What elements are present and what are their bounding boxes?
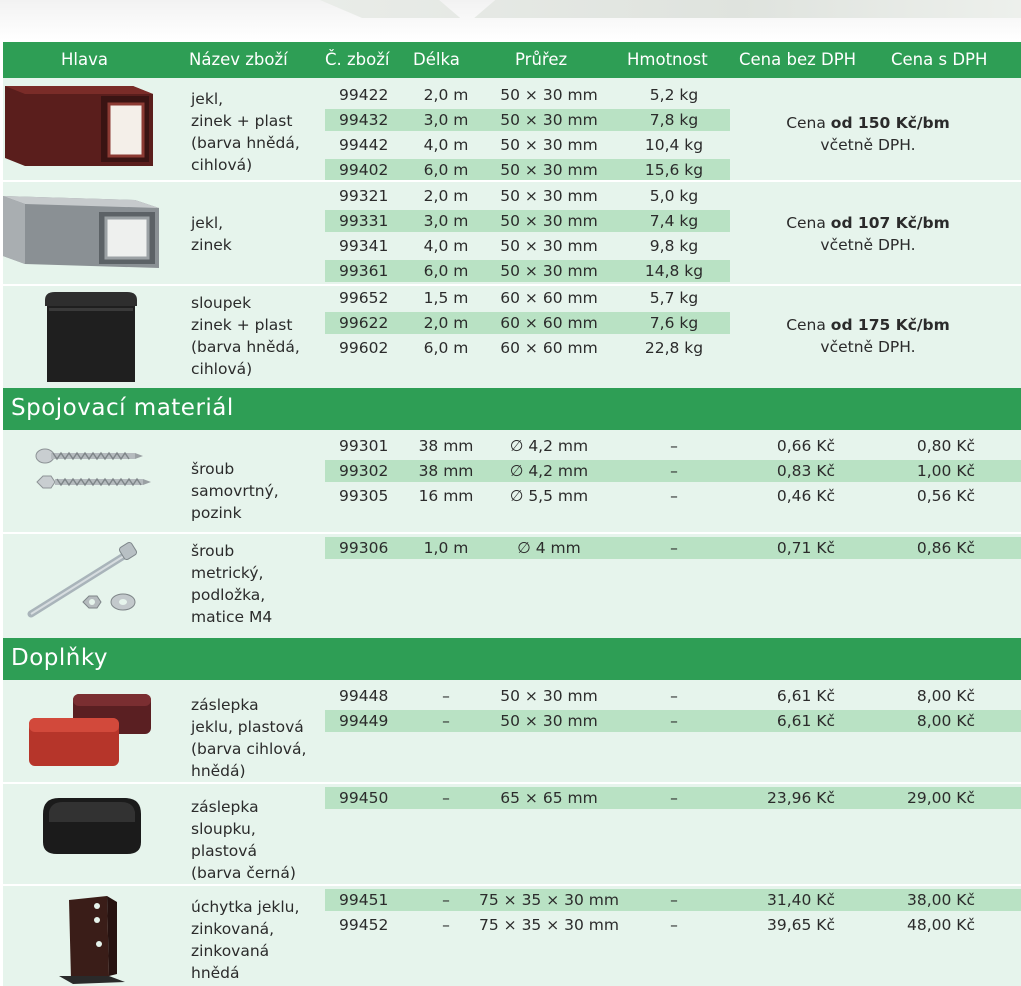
product-description: jekl, zinek + plast (barva hnědá, cihlová) <box>191 90 300 174</box>
item-price-gross: 29,00 Kč <box>907 789 975 807</box>
table-row <box>3 184 1021 209</box>
table-row <box>3 536 1021 561</box>
item-length: 6,0 m <box>423 262 469 280</box>
col-length-header: Délka <box>413 50 460 69</box>
product-description: šroub metrický, podložka, matice M4 <box>191 542 273 626</box>
item-number: 99449 <box>339 712 389 730</box>
price-note-suffix: včetně DPH. <box>820 236 916 254</box>
item-number: 99302 <box>339 462 389 480</box>
col-section-header: Průřez <box>515 50 568 69</box>
col-weight-header: Hmotnost <box>627 50 708 69</box>
table-row <box>3 709 1021 734</box>
item-section: ∅ 4,2 mm <box>509 437 589 455</box>
item-section: 50 × 30 mm <box>500 712 598 730</box>
item-weight: – <box>670 712 678 730</box>
item-length: 1,5 m <box>423 289 469 307</box>
item-length: 2,0 m <box>423 314 469 332</box>
item-length: 2,0 m <box>423 86 469 104</box>
item-price-gross: 48,00 Kč <box>907 916 975 934</box>
item-price-gross: 0,80 Kč <box>916 437 975 455</box>
item-section: 50 × 30 mm <box>500 187 598 205</box>
profile-group-2 <box>3 182 1021 284</box>
table-row <box>3 336 1021 361</box>
item-price-gross: 1,00 Kč <box>916 462 975 480</box>
item-price-net: 0,46 Kč <box>776 487 835 505</box>
col-head-header: Hlava <box>61 50 108 69</box>
item-section: ∅ 4 mm <box>517 539 581 557</box>
item-section: ∅ 5,5 mm <box>509 487 589 505</box>
price-note-suffix: včetně DPH. <box>820 338 916 356</box>
item-length: 3,0 m <box>423 212 469 230</box>
price-note-prefix: Cena <box>786 114 831 132</box>
col-name-header: Název zboží <box>189 50 288 69</box>
item-weight: 7,6 kg <box>649 314 699 332</box>
item-length: 3,0 m <box>423 111 469 129</box>
table-row <box>3 434 1021 459</box>
table-row <box>3 484 1021 509</box>
col-number-header: Č. zboží <box>325 50 390 69</box>
price-note-value: od 107 Kč/bm <box>830 214 950 232</box>
item-section: 60 × 60 mm <box>500 339 598 357</box>
item-length: 38 mm <box>418 437 474 455</box>
table-header <box>3 42 1021 78</box>
item-price-gross: 8,00 Kč <box>916 712 975 730</box>
item-number: 99652 <box>339 289 389 307</box>
item-price-net: 31,40 Kč <box>767 891 835 909</box>
item-number: 99331 <box>339 212 389 230</box>
fastener-group-1 <box>3 432 1021 532</box>
item-number: 99306 <box>339 539 389 557</box>
item-weight: 5,7 kg <box>649 289 699 307</box>
item-number: 99442 <box>339 136 389 154</box>
fastener-group-2 <box>3 534 1021 634</box>
item-price-net: 23,96 Kč <box>767 789 835 807</box>
item-price-net: 0,83 Kč <box>776 462 835 480</box>
table-row <box>3 209 1021 234</box>
item-weight: – <box>670 687 678 705</box>
item-section: 50 × 30 mm <box>500 136 598 154</box>
item-price-net: 39,65 Kč <box>767 916 835 934</box>
item-number: 99301 <box>339 437 389 455</box>
item-price-gross: 0,86 Kč <box>916 539 975 557</box>
item-section: 50 × 30 mm <box>500 262 598 280</box>
profile-group-3 <box>3 286 1021 386</box>
item-section: 60 × 60 mm <box>500 289 598 307</box>
item-weight: – <box>670 789 678 807</box>
item-number: 99422 <box>339 86 389 104</box>
item-price-net: 6,61 Kč <box>776 712 835 730</box>
item-weight: – <box>670 487 678 505</box>
item-length: 16 mm <box>418 487 474 505</box>
product-description: jekl, zinek <box>191 214 232 254</box>
product-description: záslepka jeklu, plastová (barva cihlová, hnědá) <box>191 696 307 780</box>
table-row <box>3 133 1021 158</box>
item-price-gross: 0,56 Kč <box>916 487 975 505</box>
item-number: 99602 <box>339 339 389 357</box>
item-length: 1,0 m <box>423 539 469 557</box>
item-section: 50 × 30 mm <box>500 687 598 705</box>
item-length: 4,0 m <box>423 237 469 255</box>
item-weight: – <box>670 462 678 480</box>
item-price-net: 6,61 Kč <box>776 687 835 705</box>
item-length: 38 mm <box>418 462 474 480</box>
item-weight: 5,0 kg <box>649 187 699 205</box>
item-price-gross: 38,00 Kč <box>907 891 975 909</box>
table-row <box>3 83 1021 108</box>
product-description: úchytka jeklu, zinkovaná, zinkovaná hnědá <box>191 898 300 982</box>
product-description: šroub samovrtný, pozink <box>191 460 279 522</box>
accessory-group-3 <box>3 886 1021 986</box>
table-row <box>3 459 1021 484</box>
table-row <box>3 311 1021 336</box>
item-number: 99305 <box>339 487 389 505</box>
item-weight: – <box>670 891 678 909</box>
item-weight: 15,6 kg <box>644 161 704 179</box>
price-list-sheet <box>3 42 1021 986</box>
section-header-fasteners: Spojovací materiál <box>3 388 1021 430</box>
item-weight: 7,4 kg <box>649 212 699 230</box>
accessory-group-2 <box>3 784 1021 884</box>
item-number: 99341 <box>339 237 389 255</box>
product-description: záslepka sloupku, plastová (barva černá) <box>191 798 296 882</box>
item-weight: 14,8 kg <box>644 262 704 280</box>
item-section: 50 × 30 mm <box>500 111 598 129</box>
product-description: sloupek zinek + plast (barva hnědá, cihlová) <box>191 294 300 378</box>
item-weight: 10,4 kg <box>644 136 704 154</box>
table-row <box>3 234 1021 259</box>
item-section: 75 × 35 × 30 mm <box>479 891 619 909</box>
item-number: 99450 <box>339 789 389 807</box>
item-price-net: 0,71 Kč <box>776 539 835 557</box>
item-length: 6,0 m <box>423 161 469 179</box>
price-note-value: od 175 Kč/bm <box>830 316 950 334</box>
item-length: 4,0 m <box>423 136 469 154</box>
item-price-net: 0,66 Kč <box>776 437 835 455</box>
price-note-prefix: Cena <box>786 316 831 334</box>
item-section: 50 × 30 mm <box>500 86 598 104</box>
item-length: 6,0 m <box>423 339 469 357</box>
item-section: 50 × 30 mm <box>500 237 598 255</box>
item-section: 50 × 30 mm <box>500 212 598 230</box>
item-section: ∅ 4,2 mm <box>509 462 589 480</box>
table-row <box>3 888 1021 913</box>
item-length: – <box>442 916 450 934</box>
price-note-suffix: včetně DPH. <box>820 136 916 154</box>
price-note-value: od 150 Kč/bm <box>830 114 950 132</box>
item-number: 99452 <box>339 916 389 934</box>
item-number: 99432 <box>339 111 389 129</box>
item-weight: 9,8 kg <box>649 237 699 255</box>
item-weight: 22,8 kg <box>644 339 704 357</box>
item-section: 75 × 35 × 30 mm <box>479 916 619 934</box>
table-row <box>3 259 1021 284</box>
price-note-prefix: Cena <box>786 214 831 232</box>
table-row <box>3 913 1021 938</box>
table-row <box>3 684 1021 709</box>
item-number: 99361 <box>339 262 389 280</box>
col-price-net-header: Cena bez DPH <box>739 50 857 69</box>
top-decoration <box>0 0 1021 40</box>
table-row <box>3 286 1021 311</box>
item-weight: – <box>670 539 678 557</box>
item-length: – <box>442 891 450 909</box>
accessory-group-1 <box>3 682 1021 782</box>
item-length: – <box>442 712 450 730</box>
table-row <box>3 108 1021 133</box>
item-number: 99622 <box>339 314 389 332</box>
item-length: – <box>442 789 450 807</box>
item-number: 99321 <box>339 187 389 205</box>
item-section: 50 × 30 mm <box>500 161 598 179</box>
profile-group-1 <box>3 78 1021 180</box>
item-price-gross: 8,00 Kč <box>916 687 975 705</box>
item-length: – <box>442 687 450 705</box>
item-section: 60 × 60 mm <box>500 314 598 332</box>
item-section: 65 × 65 mm <box>500 789 598 807</box>
item-weight: 7,8 kg <box>649 111 699 129</box>
item-length: 2,0 m <box>423 187 469 205</box>
top-decoration-shape <box>320 0 1021 18</box>
item-number: 99448 <box>339 687 389 705</box>
item-number: 99451 <box>339 891 389 909</box>
item-weight: – <box>670 437 678 455</box>
item-weight: – <box>670 916 678 934</box>
table-row <box>3 786 1021 811</box>
col-price-gross-header: Cena s DPH <box>891 50 988 69</box>
item-number: 99402 <box>339 161 389 179</box>
item-weight: 5,2 kg <box>649 86 699 104</box>
section-header-accessories: Doplňky <box>3 638 1021 680</box>
